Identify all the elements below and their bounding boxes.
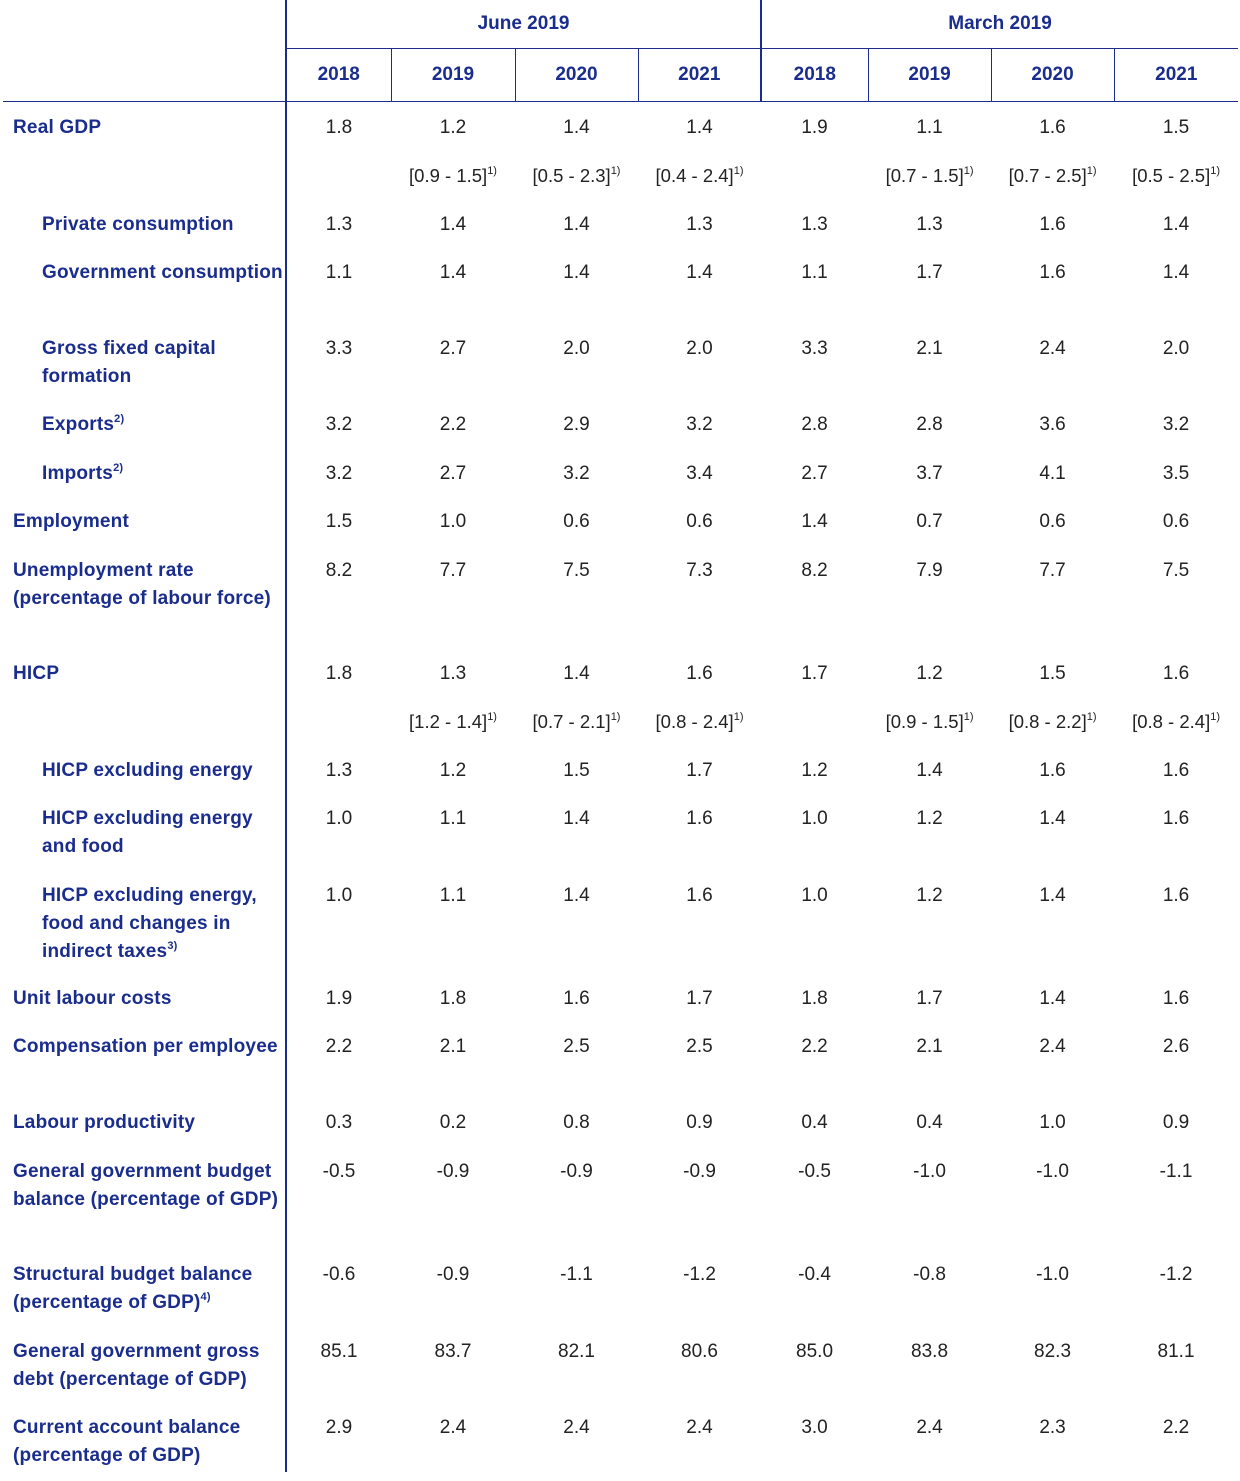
value-cell: 0.8	[563, 1111, 590, 1133]
value-cell: 1.4	[916, 759, 943, 781]
value-cell: 1.6	[1162, 662, 1190, 684]
year-header: 2020	[515, 49, 638, 102]
value-cell: -0.9	[683, 1160, 716, 1182]
table-row	[3, 1097, 1238, 1146]
value-cell: 2.8	[916, 413, 943, 435]
value-cell: -1.1	[560, 1263, 593, 1285]
row-label-hicp-ex-energy-food-taxes	[3, 870, 286, 973]
value-cell: 1.6	[686, 662, 713, 684]
value-cell: 1.2	[439, 117, 467, 138]
range-cell	[638, 696, 761, 745]
value-cell: 1.2	[916, 884, 943, 906]
range-cell	[638, 150, 761, 199]
value-cell: 2.0	[563, 337, 590, 359]
value-cell: -0.5	[798, 1160, 831, 1182]
value-cell: 3.5	[1162, 462, 1190, 484]
value-cell: 1.2	[916, 662, 943, 684]
value-cell: -1.0	[1036, 1160, 1069, 1182]
value-cell: 1.5	[563, 759, 590, 781]
table-row	[3, 793, 1238, 870]
value-cell: 1.6	[1162, 759, 1190, 781]
table-row	[3, 1146, 1238, 1249]
value-cell: 8.2	[801, 559, 828, 581]
value-cell: 2.1	[916, 1035, 943, 1057]
value-cell: 1.7	[686, 759, 713, 781]
value-cell: 1.4	[563, 213, 590, 235]
value-cell: 1.0	[439, 510, 467, 532]
year-header-row	[3, 49, 1238, 102]
row-label-real-gdp	[3, 102, 286, 150]
value-cell: 1.1	[916, 117, 943, 138]
value-cell: 2.2	[801, 1035, 828, 1057]
group-header-march-2019: March 2019	[761, 0, 1238, 49]
value-cell: 1.3	[325, 759, 353, 781]
range-text: [0.7 - 2.5]	[1008, 164, 1087, 186]
value-cell: 4.1	[1039, 462, 1066, 484]
value-cell: 2.4	[439, 1416, 467, 1438]
value-cell: 2.4	[916, 1416, 943, 1438]
value-cell: 1.6	[686, 884, 713, 906]
value-cell: -0.6	[322, 1263, 356, 1285]
value-cell: 80.6	[681, 1340, 718, 1362]
value-cell: 2.6	[1162, 1035, 1190, 1057]
row-label-text: HICP excluding energy, food and changes in indirect taxes	[42, 884, 257, 962]
value-cell: 0.6	[563, 510, 590, 532]
value-cell: 85.1	[320, 1340, 358, 1362]
value-cell: 7.5	[563, 559, 590, 581]
value-cell: 1.1	[325, 261, 353, 283]
row-label-text: Private consumption	[42, 213, 234, 235]
footnote-marker: 1)	[487, 164, 497, 177]
row-label-private-consumption	[3, 199, 286, 247]
value-cell: 83.8	[911, 1340, 949, 1362]
value-cell: 1.9	[801, 117, 828, 138]
value-cell: 7.7	[439, 559, 467, 581]
value-cell: 1.6	[1039, 261, 1066, 283]
value-cell: -1.1	[1159, 1160, 1193, 1182]
row-label-text: Government consumption	[42, 261, 283, 283]
range-cell	[286, 696, 391, 745]
value-cell: -0.8	[913, 1263, 946, 1285]
row-label-gross-fixed-capital-formation	[3, 323, 286, 399]
value-cell: 2.3	[1039, 1416, 1066, 1438]
table-row	[3, 247, 1238, 323]
header-corner-year	[3, 49, 286, 102]
value-cell: 1.0	[325, 807, 353, 829]
value-cell: 2.4	[1039, 1035, 1066, 1057]
value-cell: 3.6	[1039, 413, 1066, 435]
value-cell: 1.8	[325, 117, 353, 138]
footnote-marker: 1)	[1210, 164, 1220, 177]
footnote-marker: 1)	[487, 710, 497, 723]
value-cell: 0.4	[801, 1111, 828, 1133]
table-row	[3, 199, 1238, 247]
value-cell: 2.5	[686, 1035, 713, 1057]
value-cell: -1.0	[913, 1160, 946, 1182]
value-cell: 1.6	[1039, 117, 1066, 138]
row-label-hicp	[3, 648, 286, 696]
row-label-labour-productivity	[3, 1097, 286, 1146]
range-cell	[391, 150, 515, 199]
value-cell: -0.9	[436, 1160, 470, 1182]
value-cell: 1.4	[1039, 807, 1066, 829]
table-row	[3, 150, 1238, 199]
value-cell: 1.4	[1039, 987, 1066, 1009]
value-cell: 3.3	[801, 337, 828, 359]
footnote-marker: 1)	[733, 164, 744, 177]
table-row	[3, 696, 1238, 745]
value-cell: 2.9	[325, 1416, 353, 1438]
value-cell: 1.3	[686, 213, 713, 235]
row-label-real-gdp-range	[3, 150, 286, 199]
value-cell: 1.5	[1162, 117, 1190, 138]
row-label-hicp-ex-energy	[3, 745, 286, 793]
range-cell	[515, 696, 638, 745]
value-cell: -0.9	[560, 1160, 593, 1182]
value-cell: 1.6	[1162, 987, 1190, 1009]
value-cell: 7.5	[1162, 559, 1190, 581]
value-cell: 1.6	[1162, 884, 1190, 906]
value-cell: 1.1	[801, 261, 828, 283]
range-cell	[1114, 696, 1238, 745]
row-label-text: General government gross debt (percentage of GDP)	[13, 1340, 260, 1390]
year-header: 2018	[761, 49, 868, 102]
range-cell	[761, 696, 868, 745]
range-cell	[515, 150, 638, 199]
value-cell: -1.2	[683, 1263, 716, 1285]
value-cell: 1.9	[325, 987, 353, 1009]
value-cell: 1.4	[1039, 884, 1066, 906]
year-header: 2018	[286, 49, 391, 102]
row-label-exports	[3, 399, 286, 448]
value-cell: 0.9	[1162, 1111, 1190, 1133]
row-label-text: HICP excluding energy and food	[42, 807, 253, 857]
group-header-june-2019: June 2019	[477, 13, 570, 34]
value-cell: 3.2	[325, 413, 353, 435]
row-label-text: General government budget balance (percentage of GDP)	[13, 1160, 279, 1210]
row-label-employment	[3, 496, 286, 545]
value-cell: 0.6	[1162, 510, 1190, 532]
value-cell: 2.2	[439, 413, 467, 435]
row-label-text: Structural budget balance (percentage of GDP)	[13, 1263, 253, 1313]
value-cell: 2.0	[1162, 337, 1190, 359]
range-cell	[991, 696, 1114, 745]
value-cell: 2.1	[916, 337, 943, 359]
value-cell: -1.0	[1036, 1263, 1069, 1285]
value-cell: 1.6	[686, 807, 713, 829]
value-cell: 1.1	[439, 884, 467, 906]
value-cell: 1.4	[686, 261, 713, 283]
row-label-text: Imports	[42, 462, 114, 484]
range-cell	[761, 150, 868, 199]
value-cell: 0.3	[325, 1111, 353, 1133]
range-text: [0.9 - 1.5]	[409, 164, 488, 186]
range-text: [0.9 - 1.5]	[885, 710, 964, 732]
row-label-compensation-per-employee	[3, 1021, 286, 1097]
value-cell: 0.2	[439, 1111, 467, 1133]
header-corner	[3, 0, 286, 49]
value-cell: 81.1	[1157, 1340, 1195, 1362]
value-cell: 7.7	[1039, 559, 1066, 581]
value-cell: 1.4	[563, 261, 590, 283]
value-cell: 1.7	[686, 987, 713, 1009]
value-cell: 2.7	[801, 462, 828, 484]
range-text: [0.7 - 2.1]	[532, 710, 611, 732]
table-row	[3, 745, 1238, 793]
value-cell: 1.0	[801, 884, 828, 906]
value-cell: 1.3	[801, 213, 828, 235]
value-cell: 1.4	[801, 510, 828, 532]
footnote-marker: 1)	[1210, 710, 1220, 723]
row-label-hicp-range	[3, 696, 286, 745]
value-cell: 3.2	[563, 462, 590, 484]
value-cell: 2.7	[439, 462, 467, 484]
range-text: [0.8 - 2.4]	[655, 710, 734, 732]
value-cell: 3.3	[325, 337, 353, 359]
table-row	[3, 448, 1238, 496]
range-text: [0.4 - 2.4]	[655, 164, 734, 186]
row-label-unit-labour-costs	[3, 973, 286, 1021]
table-row	[3, 1021, 1238, 1097]
value-cell: 1.2	[801, 759, 828, 781]
year-header: 2019	[391, 49, 515, 102]
range-text: [0.7 - 1.5]	[885, 164, 964, 186]
value-cell: 7.3	[686, 559, 713, 581]
value-cell: 3.2	[325, 462, 353, 484]
table-row	[3, 399, 1238, 448]
value-cell: 0.4	[916, 1111, 943, 1133]
row-label-general-government-gross-debt	[3, 1326, 286, 1402]
range-cell	[868, 696, 991, 745]
table-row	[3, 545, 1238, 648]
footnote-marker: 2)	[114, 412, 125, 425]
value-cell: 2.7	[439, 337, 467, 359]
range-text: [1.2 - 1.4]	[409, 710, 488, 732]
row-label-text: HICP excluding energy	[42, 759, 253, 781]
value-cell: 1.0	[801, 807, 828, 829]
footnote-marker: 1)	[733, 710, 744, 723]
value-cell: 2.1	[439, 1035, 467, 1057]
range-text: [0.8 - 2.2]	[1008, 710, 1087, 732]
row-label-text: Gross fixed capital formation	[42, 337, 216, 387]
value-cell: 1.4	[563, 117, 590, 138]
value-cell: 1.4	[563, 662, 590, 684]
value-cell: 1.3	[325, 213, 353, 235]
range-cell	[286, 150, 391, 199]
row-label-text: HICP	[13, 662, 60, 684]
value-cell: 1.4	[1162, 213, 1190, 235]
year-header: 2021	[638, 49, 761, 102]
footnote-marker: 2)	[113, 461, 124, 474]
value-cell: 3.7	[916, 462, 943, 484]
value-cell: -0.9	[436, 1263, 470, 1285]
value-cell: 1.5	[325, 510, 353, 532]
value-cell: 1.4	[686, 117, 713, 138]
table-row	[3, 1402, 1238, 1472]
footnote-marker: 1)	[610, 710, 621, 723]
value-cell: 2.5	[563, 1035, 590, 1057]
value-cell: 1.1	[439, 807, 467, 829]
value-cell: 82.3	[1034, 1340, 1072, 1362]
value-cell: 3.0	[801, 1416, 828, 1438]
value-cell: 1.4	[439, 213, 467, 235]
row-label-text: Unit labour costs	[13, 987, 172, 1009]
value-cell: 1.6	[1162, 807, 1190, 829]
group-header-row	[3, 0, 1238, 49]
value-cell: 1.0	[325, 884, 353, 906]
value-cell: 0.6	[686, 510, 713, 532]
value-cell: 1.3	[439, 662, 467, 684]
table-row	[3, 1249, 1238, 1326]
value-cell: 1.0	[1039, 1111, 1066, 1133]
row-label-government-consumption	[3, 247, 286, 323]
value-cell: 1.6	[1039, 759, 1066, 781]
value-cell: 0.9	[686, 1111, 713, 1133]
range-text: [0.5 - 2.3]	[532, 164, 611, 186]
value-cell: 2.4	[1039, 337, 1066, 359]
value-cell: 82.1	[558, 1340, 595, 1362]
table-row	[3, 648, 1238, 696]
value-cell: 2.2	[1162, 1416, 1190, 1438]
row-label-text: Real GDP	[13, 117, 102, 138]
value-cell: 7.9	[916, 559, 943, 581]
value-cell: 3.2	[1162, 413, 1190, 435]
value-cell: 3.4	[686, 462, 713, 484]
footnote-marker: 1)	[1086, 710, 1097, 723]
value-cell: -1.2	[1159, 1263, 1193, 1285]
row-label-text: Compensation per employee	[13, 1035, 278, 1057]
year-header: 2020	[991, 49, 1114, 102]
value-cell: 1.2	[916, 807, 943, 829]
footnote-marker: 1)	[963, 710, 974, 723]
value-cell: 2.9	[563, 413, 590, 435]
value-cell: 1.8	[439, 987, 467, 1009]
year-header: 2019	[868, 49, 991, 102]
row-label-structural-budget-balance	[3, 1249, 286, 1326]
value-cell: 1.4	[563, 884, 590, 906]
footnote-marker: 1)	[963, 164, 974, 177]
row-label-text: Unemployment rate (percentage of labour force)	[13, 559, 271, 609]
row-label-text: Employment	[13, 510, 130, 532]
row-label-general-government-budget-balance	[3, 1146, 286, 1249]
value-cell: 85.0	[796, 1340, 834, 1362]
value-cell: 1.5	[1039, 662, 1066, 684]
value-cell: 2.0	[686, 337, 713, 359]
value-cell: 2.4	[563, 1416, 590, 1438]
value-cell: 1.6	[1039, 213, 1066, 235]
table-row	[3, 102, 1238, 150]
value-cell: 1.6	[563, 987, 590, 1009]
value-cell: 1.3	[916, 213, 943, 235]
value-cell: 1.7	[916, 261, 943, 283]
row-label-text: Labour productivity	[13, 1111, 196, 1133]
value-cell: -0.5	[322, 1160, 356, 1182]
value-cell: 1.4	[439, 261, 467, 283]
year-header: 2021	[1114, 49, 1238, 102]
footnote-marker: 1)	[610, 164, 621, 177]
value-cell: 83.7	[434, 1340, 472, 1362]
value-cell: 0.6	[1039, 510, 1066, 532]
table-row	[3, 870, 1238, 973]
row-label-text: Exports	[42, 413, 115, 435]
footnote-marker: 4)	[200, 1290, 211, 1303]
range-text: [0.5 - 2.5]	[1132, 164, 1211, 186]
value-cell: 1.8	[801, 987, 828, 1009]
value-cell: 1.2	[439, 759, 467, 781]
row-label-text: Current account balance (percentage of GDP)	[13, 1416, 241, 1466]
row-label-unemployment-rate	[3, 545, 286, 648]
value-cell: 1.4	[1162, 261, 1190, 283]
row-label-hicp-ex-energy-food	[3, 793, 286, 870]
table-row	[3, 496, 1238, 545]
range-cell	[868, 150, 991, 199]
table-row	[3, 973, 1238, 1021]
value-cell: 1.8	[325, 662, 353, 684]
footnote-marker: 3)	[167, 939, 178, 952]
value-cell: -0.4	[798, 1263, 831, 1285]
value-cell: 1.7	[801, 662, 828, 684]
value-cell: 3.2	[686, 413, 713, 435]
projections-table	[3, 0, 1238, 1472]
row-label-current-account-balance	[3, 1402, 286, 1472]
range-cell	[391, 696, 515, 745]
row-label-imports	[3, 448, 286, 496]
table-row	[3, 323, 1238, 399]
value-cell: 2.8	[801, 413, 828, 435]
value-cell: 0.7	[916, 510, 943, 532]
range-text: [0.8 - 2.4]	[1132, 710, 1211, 732]
range-cell	[1114, 150, 1238, 199]
range-cell	[991, 150, 1114, 199]
value-cell: 2.4	[686, 1416, 713, 1438]
value-cell: 1.7	[916, 987, 943, 1009]
table-row	[3, 1326, 1238, 1402]
footnote-marker: 1)	[1086, 164, 1097, 177]
value-cell: 8.2	[325, 559, 353, 581]
value-cell: 2.2	[325, 1035, 353, 1057]
value-cell: 1.4	[563, 807, 590, 829]
table-body	[3, 102, 1238, 1472]
